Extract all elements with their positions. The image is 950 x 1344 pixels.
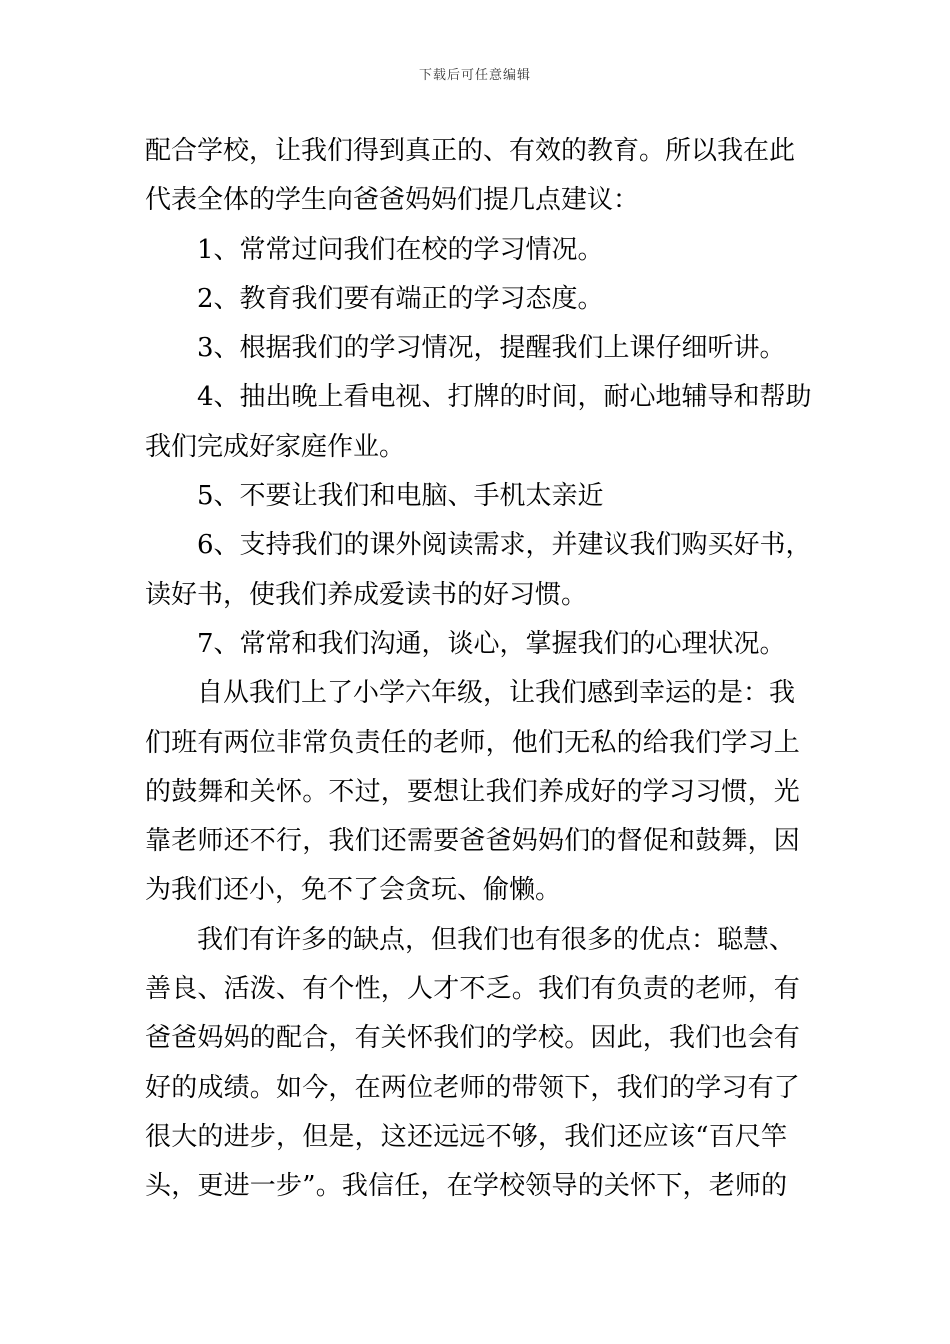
text-line: 的鼓舞和关怀。不过，要想让我们养成好的学习习惯，光 [145, 776, 801, 807]
list-item-2: 2、教育我们要有端正的学习态度。 [197, 283, 604, 314]
text-line: 配合学校，让我们得到真正的、有效的教育。所以我在此 [145, 136, 796, 166]
page-header: 下载后可任意编辑 [418, 68, 531, 83]
list-item-7: 7、常常和我们沟通，谈心，掌握我们的心理状况。 [197, 628, 786, 659]
text-line: 善良、活泼、有个性，人才不乏。我们有负责的老师，有 [145, 974, 801, 1005]
list-item-5: 5、不要让我们和电脑、手机太亲近 [197, 481, 604, 512]
text-line: 爸爸妈妈的配合，有关怀我们的学校。因此，我们也会有 [145, 1023, 801, 1054]
text-line: 很大的进步，但是，这还远远不够，我们还应该“百尺竿 [145, 1121, 788, 1152]
paragraph-start: 自从我们上了小学六年级，让我们感到幸运的是：我 [197, 678, 796, 709]
text-line: 头，更进一步”。我信任，在学校领导的关怀下，老师的 [145, 1171, 788, 1202]
text-line: 靠老师还不行，我们还需要爸爸妈妈们的督促和鼓舞，因 [145, 826, 801, 857]
list-item-6: 6、支持我们的课外阅读需求，并建议我们购买好书， [197, 530, 812, 561]
paragraph-start: 我们有许多的缺点，但我们也有很多的优点：聪慧、 [197, 924, 796, 955]
list-item-1: 1、常常过问我们在校的学习情况。 [197, 234, 604, 265]
text-line: 们班有两位非常负责任的老师，他们无私的给我们学习上 [145, 727, 801, 758]
text-line: 读好书，使我们养成爱读书的好习惯。 [145, 579, 588, 610]
list-item-4: 4、抽出晚上看电视、打牌的时间，耐心地辅导和帮助 [197, 382, 812, 413]
text-line: 好的成绩。如今，在两位老师的带领下，我们的学习有了 [145, 1072, 801, 1103]
text-line: 代表全体的学生向爸爸妈妈们提几点建议： [145, 185, 640, 216]
list-item-3: 3、根据我们的学习情况，提醒我们上课仔细听讲。 [197, 333, 786, 364]
text-line: 我们完成好家庭作业。 [145, 431, 406, 462]
text-line: 为我们还小，免不了会贪玩、偷懒。 [145, 875, 562, 906]
document-body [145, 127, 812, 1212]
